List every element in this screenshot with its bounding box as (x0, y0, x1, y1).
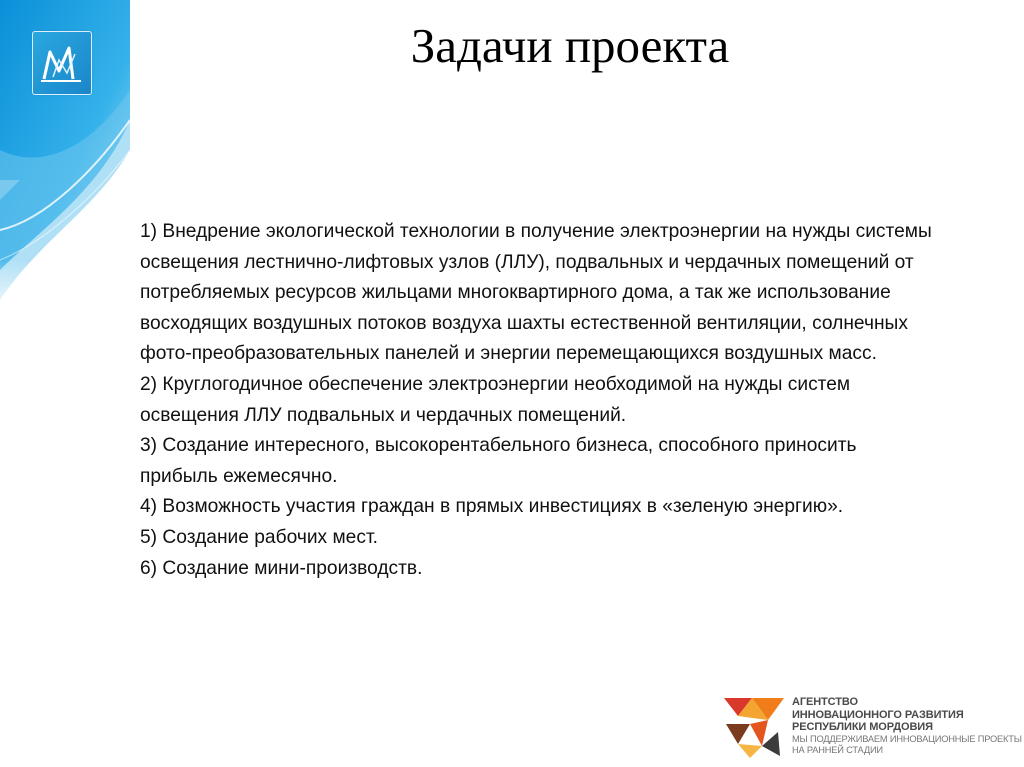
agency-name-line: ИННОВАЦИОННОГО РАЗВИТИЯ (792, 708, 964, 721)
agency-logo-block (722, 694, 1022, 764)
agency-name-line: РЕСПУБЛИКИ МОРДОВИЯ (792, 721, 933, 733)
agency-name (792, 696, 1022, 756)
text-line: освещения ЛЛУ подвальных и чердачных помещений. (140, 404, 627, 426)
text-line: 2) Круглогодичное обеспечение электроэнергии необходимой на нужды систем (140, 373, 851, 395)
m-letter-logo-icon (32, 31, 92, 95)
text-line: 6) Создание мини-производств. (140, 557, 423, 579)
text-line: восходящих воздушных потоков воздуха шахты естественной вентиляции, солнечных (140, 312, 908, 334)
agency-slogan-line: МЫ ПОДДЕРЖИВАЕМ ИННОВАЦИОННЫЕ ПРОЕКТЫ (792, 733, 1022, 744)
agency-name-line: АГЕНТСТВО (792, 696, 858, 708)
agency-slogan-line: НА РАННЕЙ СТАДИИ (792, 744, 883, 755)
text-line: 4) Возможность участия граждан в прямых инвестициях в «зеленую энергию». (140, 496, 844, 518)
text-line: 5) Создание рабочих мест. (140, 526, 378, 548)
text-line: 1) Внедрение экологической технологии в получение электроэнергии на нужды системы (140, 221, 932, 242)
project-tasks-text (140, 217, 1000, 584)
agency-geometric-logo-icon (722, 694, 788, 760)
decorative-blue-band (0, 0, 140, 767)
text-line: прибыль ежемесячно. (140, 465, 338, 487)
page-title: Задачи проекта (410, 18, 730, 73)
text-line: потребляемых ресурсов жильцами многоквартирного дома, а так же использование (140, 282, 891, 304)
text-line: фото-преобразовательных панелей и энергии перемещающихся воздушных масс. (140, 343, 877, 365)
text-line: освещения лестнично-лифтовых узлов (ЛЛУ), подвальных и чердачных помещений от (140, 251, 914, 273)
text-line: 3) Создание интересного, высокорентабельного бизнеса, способного приносить (140, 435, 857, 457)
